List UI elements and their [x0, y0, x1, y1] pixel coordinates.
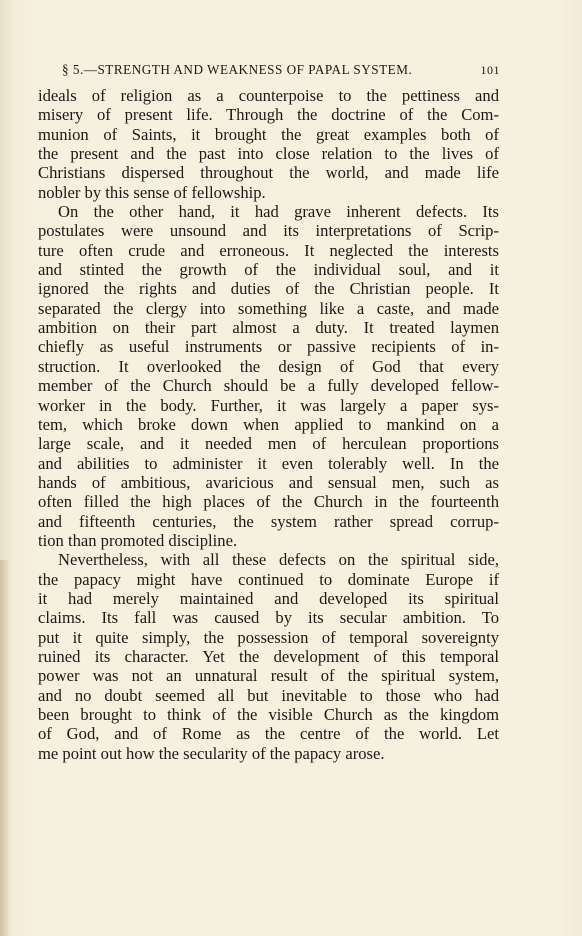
text-line: ruined its character. Yet the development of this temporal: [38, 646, 499, 666]
text-line: tem, which broke down when applied to mankind on a: [38, 414, 499, 434]
text-line: and no doubt seemed all but inevitable to those who had: [38, 685, 499, 705]
text-line: ture often crude and erroneous. It neglected the interests: [38, 240, 499, 260]
text-line: chiefly as useful instruments or passive recipients of in-: [38, 337, 499, 357]
text-line: power was not an unnatural result of the spiritual system,: [38, 666, 499, 686]
text-line: me point out how the secularity of the papacy arose.: [38, 743, 385, 763]
text-line: and stinted the growth of the individual soul, and it: [38, 260, 499, 280]
paragraph: [38, 550, 499, 763]
text-line: Christians dispersed throughout the world, and made life: [38, 163, 499, 183]
paragraph: [38, 202, 499, 550]
text-line: hands of ambitious, avaricious and sensual men, such as: [38, 472, 499, 492]
running-head: [62, 62, 500, 82]
text-line: it had merely maintained and developed its spiritual: [38, 588, 499, 608]
text-line: struction. It overlooked the design of God that every: [38, 356, 499, 376]
text-line: been brought to think of the visible Church as the kingdom: [38, 705, 499, 724]
text-line: member of the Church should be a fully developed fellow-: [38, 376, 499, 396]
text-line: separated the clergy into something like a caste, and made: [38, 298, 499, 318]
text-line: tion than promoted discipline.: [38, 530, 238, 550]
text-line: munion of Saints, it brought the great examples both of: [38, 124, 499, 144]
page-gutter-shadow: [0, 560, 10, 936]
text-line: worker in the body. Further, it was largely a paper sys-: [38, 395, 499, 415]
running-head-title: § 5.—STRENGTH AND WEAKNESS OF PAPAL SYSTEM.: [62, 62, 413, 77]
text-line: and fifteenth centuries, the system rather spread corrup-: [38, 511, 499, 531]
text-line: misery of present life. Through the doctrine of the Com-: [38, 105, 499, 125]
text-line: nobler by this sense of fellowship.: [38, 182, 266, 202]
text-line: large scale, and it needed men of herculean proportions: [38, 434, 499, 454]
text-line: often filled the high places of the Church in the fourteenth: [38, 492, 499, 512]
text-line: postulates were unsound and its interpretations of Scrip-: [38, 221, 499, 241]
paragraph: [38, 86, 499, 202]
text-line: and abilities to administer it even tolerably well. In the: [38, 453, 499, 473]
text-line: Nevertheless, with all these defects on the spiritual side,: [58, 550, 499, 570]
text-line: claims. Its fall was caused by its secular ambition. To: [38, 608, 499, 628]
text-line: On the other hand, it had grave inherent defects. Its: [58, 202, 499, 222]
text-line: put it quite simply, the possession of temporal sovereignty: [38, 627, 499, 647]
text-line: the papacy might have continued to dominate Europe if: [38, 569, 499, 589]
text-line: ignored the rights and duties of the Christian people. It: [38, 279, 499, 299]
page-number: 101: [480, 63, 500, 77]
text-line: of God, and of Rome as the centre of the world. Let: [38, 724, 499, 744]
body-text: [38, 86, 499, 763]
text-line: ideals of religion as a counterpoise to the pettiness and: [38, 86, 499, 105]
text-line: the present and the past into close relation to the lives of: [38, 144, 499, 164]
text-line: ambition on their part almost a duty. It treated laymen: [38, 318, 499, 338]
